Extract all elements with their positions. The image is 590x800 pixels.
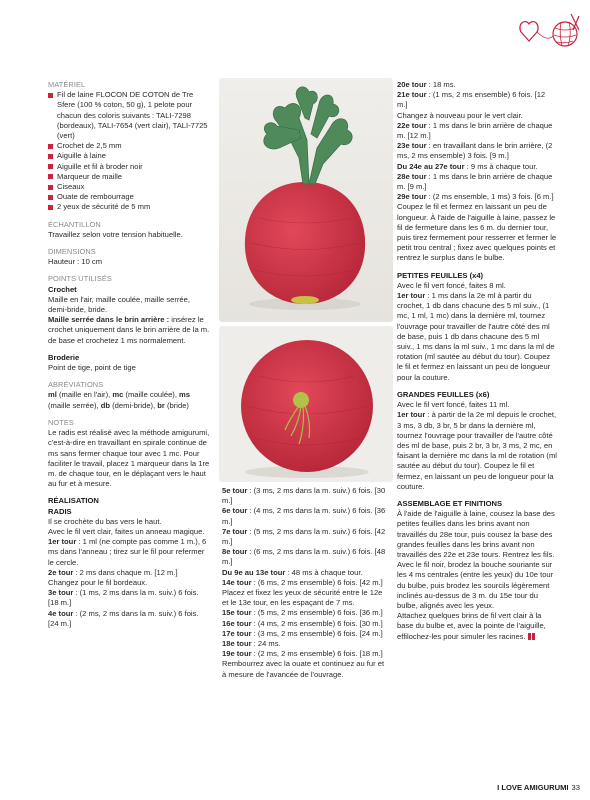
- grandes-round: 1er tour : à partir de la 2e ml depuis le crochet, 3 ms, 3 db, 3 br, 5 br dans la dernière ml, tournez l'ouvrage pour travailler de l'autre côté des ml de base, puis 2 br, 3 br, 3 ms, 2 mc, en faisant la dernière mc dans la ml de rotation (ml sautée au début du tour). Coupez le fil et fermez, en laissant un peu de longueur pour la couture.: [397, 410, 557, 491]
- round-step: 22e tour : 1 ms dans le brin arrière de chaque m. [12 m.]: [397, 120, 553, 141]
- round-step: 14e tour : (6 ms, 2 ms ensemble) 6 fois. [42 m.]: [222, 577, 383, 587]
- petites-round: 1er tour : 1 ms dans la 2e ml à partir du crochet, 1 db dans chacune des 5 ml suiv., (1 mc, 1 ml, 1 mc) dans la dernière ml, tournez l'ouvrage pour travailler de l'autre côté des ml de base, puis 1 db dans chacune des 5 ml suiv., 1 ms dans la ml suiv., 1 mc dans la ml de rotation (ml sautée au début du tour). Coupez le fil et fermez en laissant un peu de longueur pour la couture.: [397, 291, 555, 382]
- abreviations-heading: ABRÉVIATIONS: [48, 380, 104, 390]
- round-step: 16e tour : (4 ms, 2 ms ensemble) 6 fois. [30 m.]: [222, 618, 383, 628]
- dimensions-heading: DIMENSIONS: [48, 247, 96, 257]
- column-left: [48, 80, 211, 629]
- round-step: 4e tour : (2 ms, 2 ms dans la m. suiv.) 6 fois. [24 m.]: [48, 608, 199, 628]
- list-item: Marqueur de maille: [48, 172, 211, 182]
- round-step: Rembourrez avec la ouate et continuez au fur et à mesure de l'avancée de l'ouvrage.: [222, 659, 385, 679]
- notes-heading: NOTES: [48, 417, 74, 427]
- round-step: Coupez le fil et fermez en laissant un peu de longueur. À l'aide de l'aiguille à laine, passez le fil de fermeture dans les 6 m. du dernier tour, puis tirez fermement pour resserrer et fermer le petit trou central ; fixez avec quelques points et rentrez le surplus dans le bulbe.: [397, 202, 557, 263]
- radish-photo-side: [219, 78, 393, 322]
- abreviations-text: ml (maille en l'air), mc (maille coulée), ms (maille serrée), db (demi-bride), br (bride): [48, 390, 191, 410]
- radis-subheading: RADIS: [48, 506, 72, 516]
- echantillon-heading: ÉCHANTILLON: [48, 219, 101, 229]
- materiel-list: [48, 90, 211, 212]
- bullet-icon: [48, 174, 53, 179]
- round-step: 15e tour : (5 ms, 2 ms ensemble) 6 fois. [36 m.]: [222, 608, 383, 618]
- round-step: 6e tour : (4 ms, 2 ms dans la m. suiv.) 6 fois. [36 m.]: [222, 506, 386, 526]
- ms-brin-arriere: Maille serrée dans le brin arrière : insérez le crochet uniquement dans le brin arrière de la m. de base et crochetez 1 ms normalement.: [48, 315, 210, 345]
- radish-photo-bottom: [219, 326, 393, 482]
- list-item: Fil de laine FLOCON DE COTON de Tre Sfere (100 % coton, 50 g), 1 pelote pour chacun des coloris suivants : TALI-7298 (bordeaux), TALI-7654 (vert clair), TALI-7725 (vert): [48, 90, 211, 141]
- bullet-icon: [48, 144, 53, 149]
- realisation-heading: RÉALISATION: [48, 496, 99, 506]
- crochet-title: Crochet: [48, 284, 77, 294]
- bullet-icon: [48, 93, 53, 98]
- broderie-title: Broderie: [48, 352, 80, 362]
- notes-text: Le radis est réalisé avec la méthode amigurumi, c'est-à-dire en travaillant en spirale continue de ms sans fermer chaque tour avec 1 mc. Pour faciliter le travail, placez 1 marqueur dans la 1re m. de chaque tour, en le déplaçant vers le haut au fur et à mesure.: [48, 428, 210, 489]
- round-step: 19e tour : (2 ms, 2 ms ensemble) 6 fois. [18 m.]: [222, 649, 383, 659]
- round-step: 3e tour : (1 ms, 2 ms dans la m. suiv.) 6 fois. [18 m.]: [48, 588, 199, 608]
- round-step: Changez à nouveau pour le vert clair.: [397, 110, 523, 120]
- bullet-icon: [48, 154, 53, 159]
- intro-line: Il se crochète du bas vers le haut.: [48, 516, 162, 526]
- grandes-intro: Avec le fil vert foncé, faites 11 ml.: [397, 400, 510, 410]
- magazine-name: I LOVE AMIGURUMI: [497, 783, 569, 792]
- round-step: 28e tour : 1 ms dans le brin arrière de chaque m. [9 m.]: [397, 171, 553, 192]
- round-step: 2e tour : 2 ms dans chaque m. [12 m.]: [48, 567, 178, 577]
- round-step: 8e tour : (6 ms, 2 ms dans la m. suiv.) 6 fois. [48 m.]: [222, 547, 386, 567]
- list-item: Aiguille à laine: [48, 151, 211, 161]
- radish-side-image: [219, 78, 393, 322]
- intro-line: Avec le fil vert clair, faites un anneau magique.: [48, 526, 205, 536]
- bullet-icon: [48, 195, 53, 200]
- round-step: 20e tour : 18 ms.: [397, 80, 456, 89]
- yarn-heart-logo: [515, 8, 585, 52]
- petites-intro: Avec le fil vert foncé, faites 8 ml.: [397, 280, 506, 290]
- assemblage-text-2: Attachez quelques brins de fil vert clair à la base du bulbe et, avec la pointe de l'aiguille, effilochez-les pour simuler les racines.: [397, 611, 546, 641]
- broderie-text: Point de tige, point de tige: [48, 363, 136, 373]
- list-item: Ouate de rembourrage: [48, 192, 211, 202]
- round-step: Placez et fixez les yeux de sécurité entre le 12e et le 13e tour, en les espaçant de 7 ms.: [222, 588, 383, 608]
- list-item: Aiguille et fil à broder noir: [48, 162, 211, 172]
- grandes-feuilles-heading: GRANDES FEUILLES (x6): [397, 389, 490, 399]
- round-step: Changez pour le fil bordeaux.: [48, 577, 148, 587]
- round-step: 17e tour : (3 ms, 2 ms ensemble) 6 fois. [24 m.]: [222, 628, 383, 638]
- crochet-text: Maille en l'air, maille coulée, maille serrée, demi-bride, bride.: [48, 294, 190, 315]
- end-mark-icon: [532, 633, 535, 640]
- echantillon-text: Travaillez selon votre tension habituelle.: [48, 229, 183, 239]
- end-mark-icon: [528, 633, 531, 640]
- list-item: Ciseaux: [48, 182, 211, 192]
- round-step: 21e tour : (1 ms, 2 ms ensemble) 6 fois. [12 m.]: [397, 90, 546, 110]
- column-middle: [222, 486, 386, 680]
- round-step: Du 24e au 27e tour : 9 ms à chaque tour.: [397, 161, 538, 171]
- list-item: 2 yeux de sécurité de 5 mm: [48, 202, 211, 212]
- petites-feuilles-heading: PETITES FEUILLES (x4): [397, 270, 484, 280]
- radish-bottom-image: [219, 326, 393, 482]
- materiel-heading: MATÉRIEL: [48, 80, 86, 89]
- points-heading: POINTS UTILISÉS: [48, 274, 112, 284]
- bullet-icon: [48, 185, 53, 190]
- page-number: 33: [571, 783, 580, 792]
- round-step: 5e tour : (3 ms, 2 ms dans la m. suiv.) 6 fois. [30 m.]: [222, 486, 386, 506]
- round-step: 1er tour : 1 ml (ne compte pas comme 1 m.), 6 ms dans l'anneau ; tirez sur le fil pour refermer le cercle.: [48, 537, 207, 567]
- round-step: 18e tour : 24 ms.: [222, 639, 281, 649]
- list-item: Crochet de 2,5 mm: [48, 141, 211, 151]
- page-footer: [497, 783, 580, 792]
- bullet-icon: [48, 205, 53, 210]
- assemblage-text: À l'aide de l'aiguille à laine, cousez la base des petites feuilles dans les brins avant non travaillés du 28e tour, puis cousez la base des grandes feuilles dans les brins avant non travaillés des 22e et 23e tours. Rentrez les fils. Avec le fil noir, brodez la bouche souriante sur les 4 ms centrales (entre les yeux) du 10e tour du bulbe, puis brodez les sourcils légèrement inclinés au-dessus de 3 m. du 15e tour du bulbe, alignés avec les yeux.: [397, 509, 555, 610]
- assemblage-heading: ASSEMBLAGE ET FINITIONS: [397, 498, 503, 508]
- column-right: [397, 80, 557, 642]
- round-step: 7e tour : (5 ms, 2 ms dans la m. suiv.) 6 fois. [42 m.]: [222, 526, 386, 547]
- round-step: 23e tour : en travaillant dans le brin arrière, (2 ms, 2 ms ensemble) 3 fois. [9 m.]: [397, 141, 553, 161]
- dimensions-text: Hauteur : 10 cm: [48, 257, 103, 267]
- round-step: 29e tour : (2 ms ensemble, 1 ms) 3 fois. [6 m.]: [397, 192, 554, 202]
- bullet-icon: [48, 164, 53, 169]
- round-step: Du 9e au 13e tour : 48 ms à chaque tour.: [222, 567, 363, 577]
